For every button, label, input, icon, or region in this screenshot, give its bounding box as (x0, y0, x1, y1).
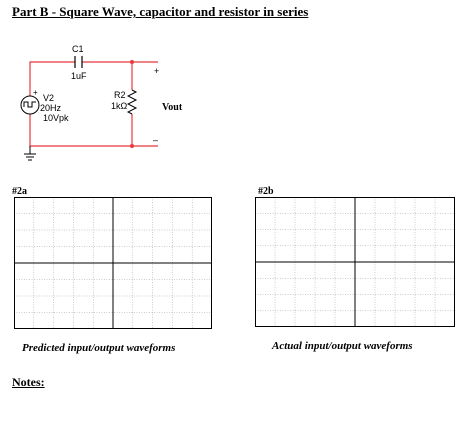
resistor-symbol (128, 90, 136, 114)
junction-dot-top (130, 60, 134, 64)
output-minus-sign: – (153, 135, 159, 145)
capacitor-value: 1uF (71, 71, 87, 81)
scope-left-label: #2a (12, 186, 27, 197)
output-label: Vout (162, 102, 183, 113)
resistor-name: R2 (114, 90, 126, 100)
capacitor-symbol (75, 56, 82, 68)
circuit-schematic (0, 0, 200, 175)
scope-right-caption: Actual input/output waveforms (272, 340, 413, 352)
notes-heading: Notes: (12, 375, 45, 389)
page-title: Part B - Square Wave, capacitor and resistor in series (12, 4, 309, 19)
output-plus-sign: + (154, 66, 160, 76)
scope-left-grid (14, 197, 212, 329)
source-name: V2 (43, 93, 55, 103)
source-amplitude: 10Vpk (43, 113, 69, 123)
ground-symbol (24, 146, 36, 160)
scope-right-label: #2b (258, 186, 274, 197)
svg-text:+: + (33, 88, 38, 97)
junction-dot-bottom (130, 144, 134, 148)
resistor-value: 1kΩ (111, 101, 128, 111)
scope-right-grid (255, 197, 455, 327)
source-frequency: 20Hz (40, 103, 62, 113)
capacitor-name: C1 (72, 44, 84, 54)
scope-left-caption: Predicted input/output waveforms (22, 342, 176, 354)
